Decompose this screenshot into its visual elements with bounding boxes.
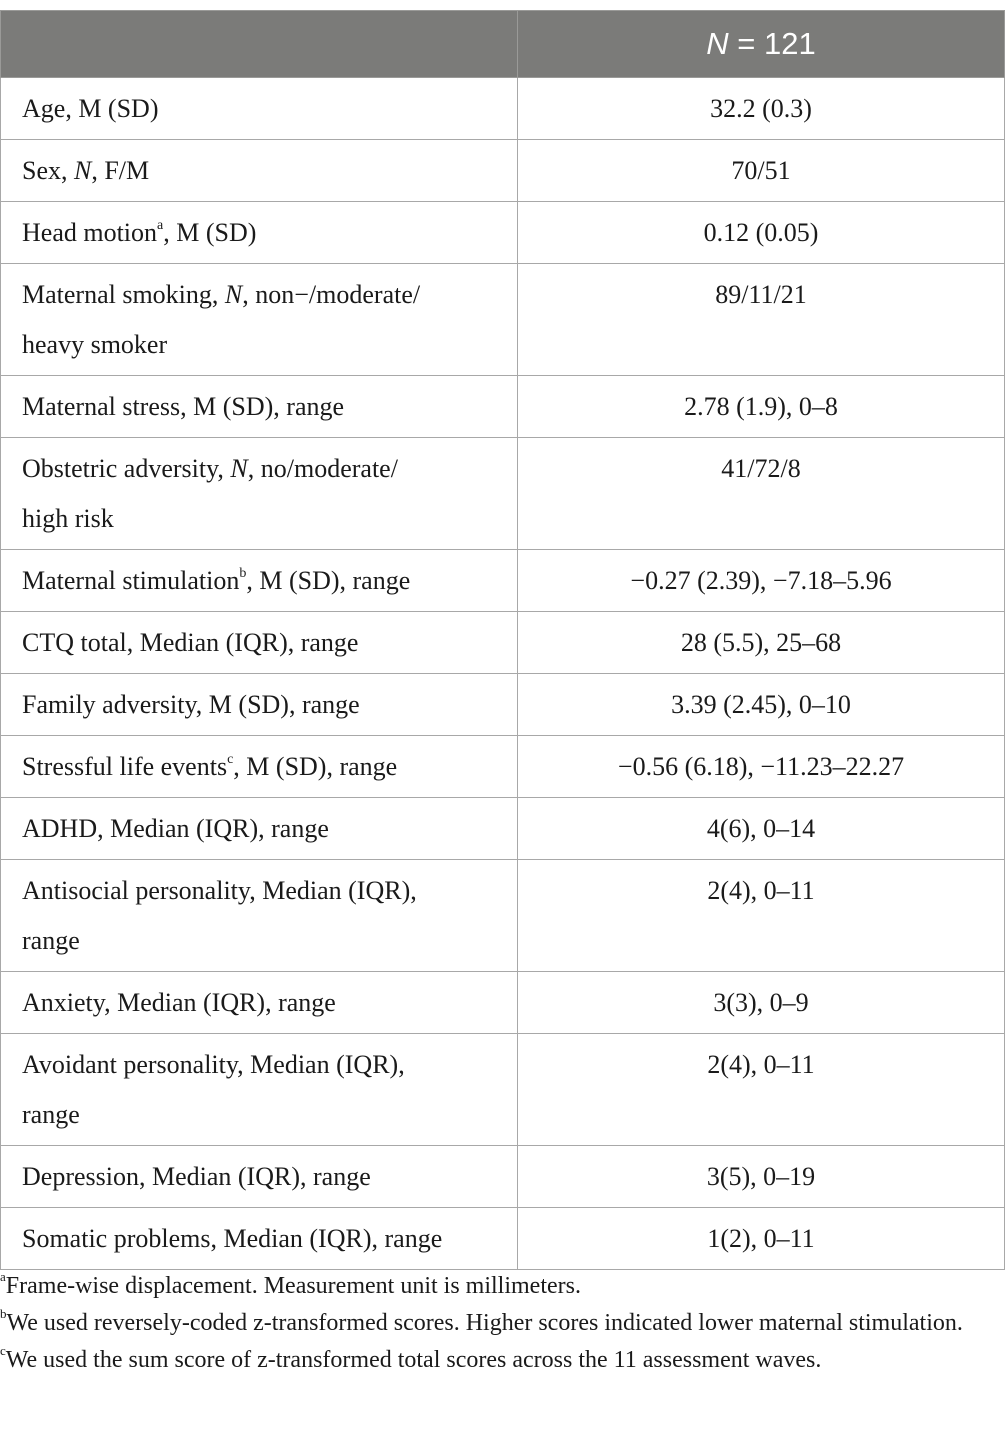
label-text: CTQ total, Median (IQR), range bbox=[22, 628, 359, 657]
row-value: 3.39 (2.45), 0–10 bbox=[518, 674, 1005, 736]
demographics-table bbox=[0, 10, 1005, 1270]
row-value: 70/51 bbox=[518, 140, 1005, 202]
label-text: ADHD, Median (IQR), range bbox=[22, 814, 329, 843]
row-value: 2.78 (1.9), 0–8 bbox=[518, 376, 1005, 438]
label-text: Head motion bbox=[22, 218, 158, 247]
label-text: Maternal stimulation bbox=[22, 566, 240, 595]
label-text: , M (SD), range bbox=[246, 566, 411, 595]
row-value: 2(4), 0–11 bbox=[518, 1034, 1005, 1146]
row-label bbox=[1, 674, 518, 736]
footnote-text: Frame-wise displacement. Measurement unit is millimeters. bbox=[5, 1273, 581, 1299]
table-row bbox=[1, 202, 1005, 264]
label-text: , M (SD) bbox=[163, 218, 257, 247]
label-text: high risk bbox=[22, 504, 114, 533]
label-italic: N bbox=[224, 280, 243, 309]
row-label bbox=[1, 202, 518, 264]
label-italic: N bbox=[230, 454, 248, 483]
table-header-row bbox=[1, 11, 1005, 78]
row-label bbox=[1, 1146, 518, 1208]
label-text: Somatic problems, Median (IQR), range bbox=[22, 1224, 443, 1253]
table-row bbox=[1, 612, 1005, 674]
label-text: Anxiety, Median (IQR), range bbox=[22, 988, 336, 1017]
footnote-marker: a bbox=[157, 218, 164, 234]
table-row bbox=[1, 1034, 1005, 1146]
label-text: range bbox=[22, 1100, 80, 1129]
row-label bbox=[1, 1208, 518, 1270]
row-label bbox=[1, 438, 518, 550]
table-row bbox=[1, 972, 1005, 1034]
footnote-text: We used the sum score of z-transformed total scores across the 11 assessment waves. bbox=[5, 1347, 822, 1373]
label-text: Depression, Median (IQR), range bbox=[22, 1162, 371, 1191]
label-text: , M (SD), range bbox=[233, 752, 398, 781]
footnote-mark: b bbox=[0, 1306, 7, 1321]
row-label bbox=[1, 264, 518, 376]
header-n-value: = 121 bbox=[728, 26, 816, 61]
label-text: range bbox=[22, 926, 80, 955]
label-text: Obstetric adversity, bbox=[22, 454, 231, 483]
table-row bbox=[1, 78, 1005, 140]
footnote-text: We used reversely-coded z-transformed scores. Higher scores indicated lower maternal stimulation. bbox=[6, 1310, 963, 1336]
row-value: 1(2), 0–11 bbox=[518, 1208, 1005, 1270]
label-text: Avoidant personality, Median (IQR), bbox=[22, 1050, 405, 1079]
table-row bbox=[1, 674, 1005, 736]
row-label bbox=[1, 972, 518, 1034]
header-cell-sample-size bbox=[518, 11, 1005, 78]
table-row bbox=[1, 264, 1005, 376]
row-label bbox=[1, 78, 518, 140]
header-cell-variable bbox=[1, 11, 518, 78]
footnote bbox=[0, 1268, 1000, 1305]
table-row bbox=[1, 376, 1005, 438]
row-value: −0.56 (6.18), −11.23–22.27 bbox=[518, 736, 1005, 798]
row-value: 4(6), 0–14 bbox=[518, 798, 1005, 860]
row-value: 2(4), 0–11 bbox=[518, 860, 1005, 972]
label-text: heavy smoker bbox=[22, 330, 168, 359]
table-row bbox=[1, 860, 1005, 972]
label-text: Sex, bbox=[22, 156, 74, 185]
row-value: 3(3), 0–9 bbox=[518, 972, 1005, 1034]
row-label bbox=[1, 376, 518, 438]
label-text: Age, M (SD) bbox=[22, 94, 159, 123]
row-label bbox=[1, 798, 518, 860]
label-text: , F/M bbox=[91, 156, 150, 185]
row-value: 32.2 (0.3) bbox=[518, 78, 1005, 140]
row-value: 41/72/8 bbox=[518, 438, 1005, 550]
row-label bbox=[1, 140, 518, 202]
table-row bbox=[1, 438, 1005, 550]
row-value: 89/11/21 bbox=[518, 264, 1005, 376]
footnote-mark: a bbox=[0, 1269, 6, 1284]
table-footnotes bbox=[0, 1268, 1000, 1379]
table-row bbox=[1, 1146, 1005, 1208]
row-label bbox=[1, 860, 518, 972]
table-row bbox=[1, 736, 1005, 798]
footnote-mark: c bbox=[0, 1343, 6, 1358]
footnote bbox=[0, 1305, 1000, 1342]
label-text: , non−/moderate/ bbox=[242, 280, 421, 309]
label-text: Maternal smoking, bbox=[22, 280, 225, 309]
table-row bbox=[1, 550, 1005, 612]
label-text: Maternal stress, M (SD), range bbox=[22, 392, 345, 421]
table-row bbox=[1, 140, 1005, 202]
row-value: 0.12 (0.05) bbox=[518, 202, 1005, 264]
footnote-marker: b bbox=[239, 566, 247, 582]
table-row bbox=[1, 1208, 1005, 1270]
footnote bbox=[0, 1342, 1000, 1379]
label-text: Antisocial personality, Median (IQR), bbox=[22, 876, 417, 905]
header-n-symbol: N bbox=[706, 26, 729, 61]
label-italic: N bbox=[74, 156, 92, 185]
row-label bbox=[1, 1034, 518, 1146]
row-label bbox=[1, 736, 518, 798]
label-text: Family adversity, M (SD), range bbox=[22, 690, 360, 719]
row-label bbox=[1, 612, 518, 674]
row-value: −0.27 (2.39), −7.18–5.96 bbox=[518, 550, 1005, 612]
label-text: Stressful life events bbox=[22, 752, 228, 781]
row-label bbox=[1, 550, 518, 612]
label-text: , no/moderate/ bbox=[247, 454, 398, 483]
footnote-marker: c bbox=[227, 752, 234, 768]
row-value: 28 (5.5), 25–68 bbox=[518, 612, 1005, 674]
row-value: 3(5), 0–19 bbox=[518, 1146, 1005, 1208]
table-row bbox=[1, 798, 1005, 860]
